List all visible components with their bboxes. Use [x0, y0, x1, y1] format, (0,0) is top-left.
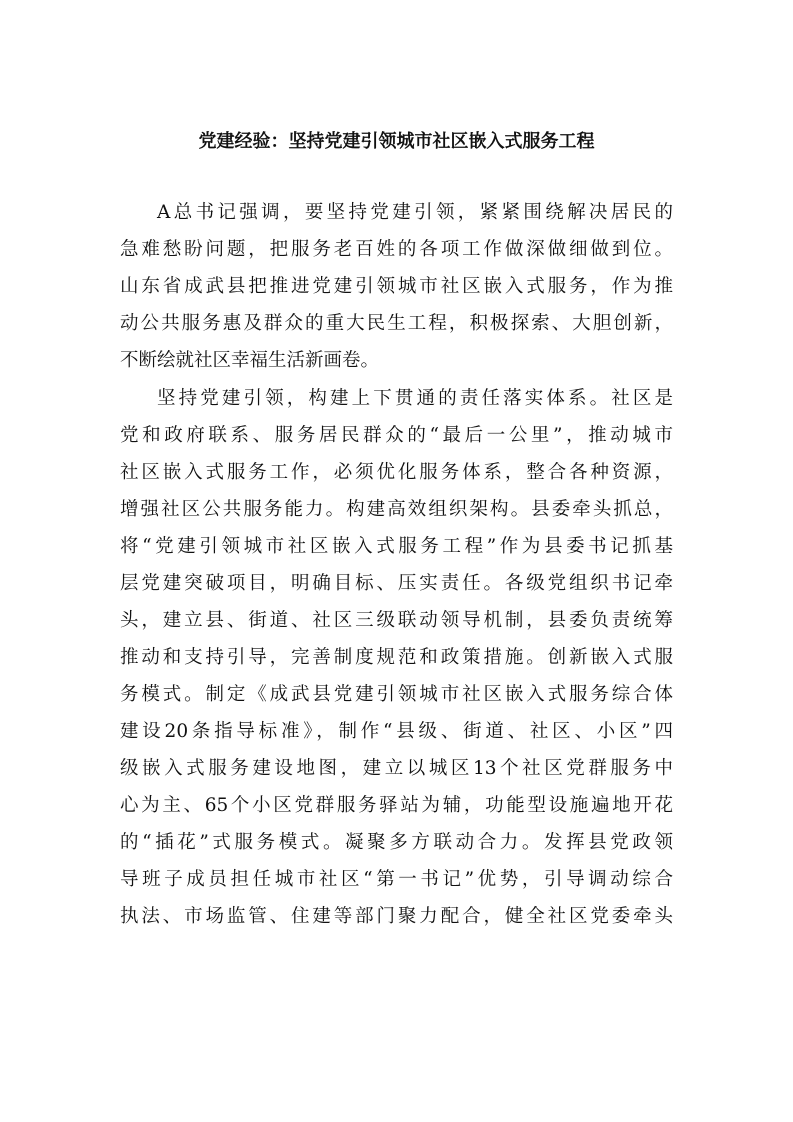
paragraph-2-line-4: 增强社区公共服务能力。构建高效组织架构。县委牵头抓总， [120, 499, 673, 520]
paragraph-1-line-2: 急难愁盼问题，把服务老百姓的各项工作做深做细做到位。 [120, 239, 673, 260]
paragraph-1-line-4: 动公共服务惠及群众的重大民生工程，积极探索、大胆创新， [120, 313, 673, 334]
paragraph-2-line-10: 建设20条指导标准》，制作“县级、街道、社区、小区”四 [120, 721, 673, 742]
paragraph-2-line-6: 层党建突破项目，明确目标、压实责任。各级党组织书记牵 [120, 573, 673, 594]
paragraph-1-line-3: 山东省成武县把推进党建引领城市社区嵌入式服务，作为推 [120, 276, 673, 297]
paragraph-1-line-5: 不断绘就社区幸福生活新画卷。 [120, 350, 380, 371]
paragraph-2-line-13: 的“插花”式服务模式。凝聚多方联动合力。发挥县党政领 [120, 832, 673, 853]
paragraph-2-line-14: 导班子成员担任城市社区“第一书记”优势，引导调动综合 [120, 869, 673, 890]
paragraph-2-line-7: 头，建立县、街道、社区三级联动领导机制，县委负责统筹 [120, 610, 673, 631]
paragraph-2-line-11: 级嵌入式服务建设地图，建立以城区13个社区党群服务中 [120, 758, 673, 779]
paragraph-2-line-2: 党和政府联系、服务居民群众的“最后一公里”，推动城市 [120, 425, 673, 446]
page-title: 党建经验：坚持党建引领城市社区嵌入式服务工程 [198, 131, 595, 152]
paragraph-2-line-5: 将“党建引领城市社区嵌入式服务工程”作为县委书记抓基 [120, 536, 673, 557]
paragraph-1-line-1: A总书记强调，要坚持党建引领，紧紧围绕解决居民的 [157, 202, 673, 223]
paragraph-2-line-1: 坚持党建引领，构建上下贯通的责任落实体系。社区是 [157, 388, 673, 409]
paragraph-2-line-12: 心为主、65个小区党群服务驿站为辅，功能型设施遍地开花 [120, 795, 673, 816]
paragraph-2-line-8: 推动和支持引导，完善制度规范和政策措施。创新嵌入式服 [120, 647, 673, 668]
paragraph-2-line-3: 社区嵌入式服务工作，必须优化服务体系，整合各种资源， [120, 462, 673, 483]
paragraph-2-line-15: 执法、市场监管、住建等部门聚力配合，健全社区党委牵头 [120, 906, 673, 927]
paragraph-2-line-9: 务模式。制定《成武县党建引领城市社区嵌入式服务综合体 [120, 684, 673, 705]
